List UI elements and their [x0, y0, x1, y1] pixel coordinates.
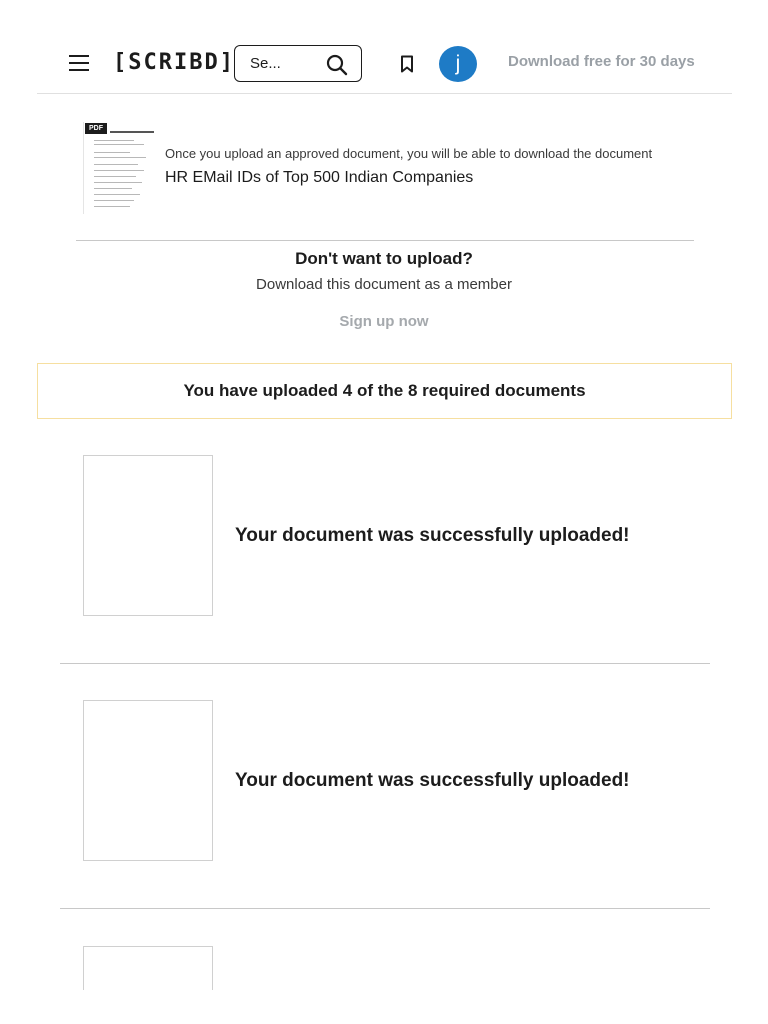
download-free-link[interactable]: Download free for 30 days: [508, 53, 695, 70]
sign-up-container: [0, 313, 768, 330]
hamburger-menu-icon[interactable]: [69, 55, 91, 71]
thumbnail-text-line: [94, 152, 130, 153]
pdf-badge: PDF: [85, 123, 107, 134]
viewport-bottom-edge: [0, 990, 768, 1024]
thumbnail-text-line: [94, 176, 136, 177]
upload-progress-banner: You have uploaded 4 of the 8 required documents: [37, 363, 732, 419]
thumbnail-text-line: [94, 164, 138, 165]
scribd-logo[interactable]: [SCRIBD]: [113, 50, 235, 75]
document-title[interactable]: HR EMail IDs of Top 500 Indian Companies: [165, 169, 474, 186]
sign-up-link[interactable]: Sign up now: [339, 313, 429, 330]
thumbnail-text-line: [94, 140, 134, 141]
no-upload-heading: Don't want to upload?: [295, 249, 473, 268]
uploaded-document-thumbnail: [83, 455, 213, 616]
thumbnail-text-line: [94, 144, 144, 145]
bookmark-icon[interactable]: [399, 55, 415, 73]
member-download-text: Download this document as a member: [256, 276, 512, 293]
thumbnail-text-line: [94, 206, 130, 207]
upload-success-message: Your document was successfully uploaded!: [235, 770, 630, 791]
thumbnail-text-line: [94, 170, 144, 171]
search-icon[interactable]: [325, 53, 349, 77]
uploaded-document-thumbnail: [83, 700, 213, 861]
thumbnail-text-line: [94, 200, 134, 201]
user-avatar[interactable]: j: [439, 46, 477, 82]
document-thumbnail: [83, 122, 157, 214]
thumbnail-text-line: [94, 194, 140, 195]
thumbnail-text-line: [94, 188, 132, 189]
top-header: [37, 0, 732, 94]
search-input[interactable]: [250, 55, 310, 72]
item-divider: [60, 663, 710, 664]
search-box[interactable]: [234, 45, 362, 82]
section-divider: [76, 240, 694, 241]
thumbnail-text-line: [94, 182, 142, 183]
upload-hint-text: Once you upload an approved document, you will be able to download the document: [165, 146, 653, 161]
thumbnail-text-line: [94, 157, 146, 158]
item-divider: [60, 908, 710, 909]
thumbnail-title-line: [110, 131, 154, 133]
upload-success-message: Your document was successfully uploaded!: [235, 525, 630, 546]
